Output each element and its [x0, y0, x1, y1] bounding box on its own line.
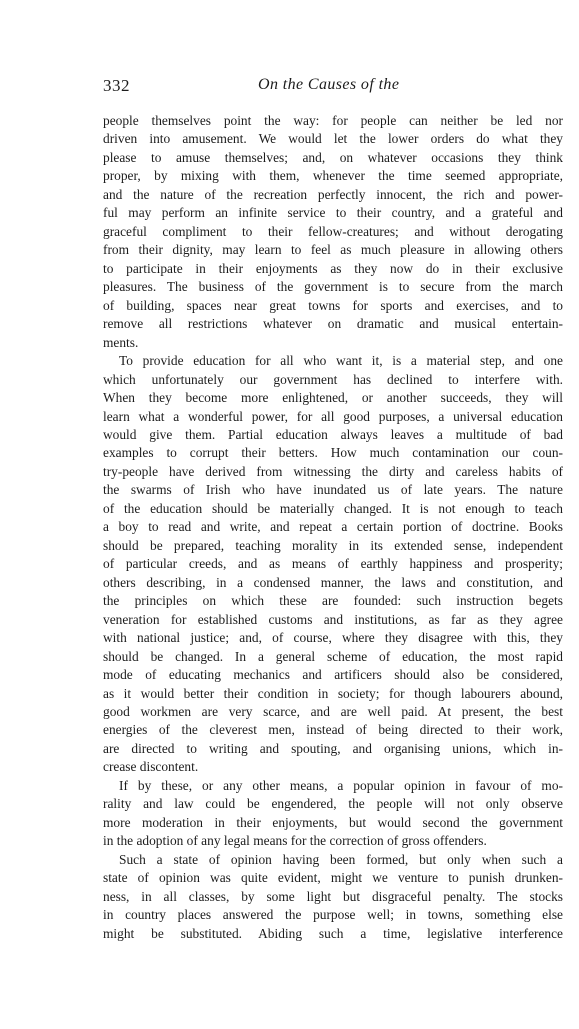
- text-line: would give them. Partial education always leaves a multitude of bad: [103, 426, 563, 442]
- text-line: as it would better their condition in society; for though labourers abound,: [103, 685, 563, 701]
- text-line: the principles on which these are founded: such instruction begets: [103, 593, 563, 609]
- text-line: are directed to writing and spouting, and organising unions, which in-: [103, 740, 563, 756]
- text-line: which unfortunately our government has declined to interfere with.: [103, 371, 563, 387]
- text-line: might be substituted. Abiding such a time, legislative interference: [103, 925, 563, 941]
- text-line: from their dignity, may learn to feel as much pleasure in allowing others: [103, 242, 563, 258]
- text-line: to participate in their enjoyments as they now do in their exclusive: [103, 260, 563, 276]
- text-line: driven into amusement. We would let the lower orders do what they: [103, 131, 563, 147]
- text-line: state of opinion was quite evident, might we venture to punish drunken-: [103, 870, 563, 886]
- text-line: To provide education for all who want it, is a material step, and one: [119, 353, 563, 369]
- page-header: [103, 76, 563, 98]
- text-line: should be changed. In a general scheme of education, the most rapid: [103, 648, 563, 664]
- text-line: graceful compliment to their fellow-creatures; and without derogating: [103, 223, 563, 239]
- text-line: crease discontent.: [103, 759, 199, 775]
- text-line: with national justice; and, of course, where they disagree with this, they: [103, 630, 563, 646]
- text-line: in country places answered the purpose well; in towns, something else: [103, 907, 563, 923]
- text-line: good workmen are very scarce, and are well paid. At present, the best: [103, 704, 563, 719]
- text-line: mode of educating mechanics and artificers should also be considered,: [103, 667, 563, 683]
- body-text: [103, 112, 563, 943]
- text-line: pleasures. The business of the government is to secure from the march: [103, 279, 563, 295]
- text-line: try-people have derived from witnessing the dirty and careless habits of: [103, 463, 563, 479]
- text-line: others describing, in a condensed manner, the laws and constitution, and: [103, 574, 563, 590]
- text-line: ful may perform an infinite service to their country, and a grateful and: [103, 205, 563, 221]
- text-line: remove all restrictions whatever on dramatic and musical entertain-: [103, 316, 563, 332]
- text-line: ments.: [103, 334, 139, 350]
- text-line: in the adoption of any legal means for the correction of gross offenders.: [103, 833, 487, 849]
- text-line: When they become more enlightened, or another succeeds, they will: [103, 390, 563, 406]
- page-number: 332: [103, 76, 130, 95]
- text-line: of building, spaces near great towns for sports and exercises, and to: [103, 297, 563, 313]
- text-line: If by these, or any other means, a popular opinion in favour of mo-: [119, 777, 563, 793]
- text-line: learn what a wonderful power, for all good purposes, a universal education: [103, 408, 563, 424]
- text-line: examples to corrupt their betters. How much contamination our coun-: [103, 445, 563, 461]
- text-line: a boy to read and write, and repeat a certain portion of doctrine. Books: [103, 519, 563, 535]
- text-line: and the nature of the recreation perfectly innocent, the rich and power-: [103, 186, 563, 202]
- text-line: Such a state of opinion having been formed, but only when such a: [119, 851, 563, 867]
- text-line: rality and law could be engendered, the people will not only observe: [103, 796, 563, 812]
- text-line: ness, in all classes, by some light but disgraceful penalty. The stocks: [103, 888, 563, 904]
- text-line: people themselves point the way: for people can neither be led nor: [103, 113, 563, 128]
- text-line: please to amuse themselves; and, on whatever occasions they think: [103, 149, 563, 165]
- text-line: of the education should be materially changed. It is not enough to teach: [103, 500, 563, 516]
- text-line: veneration for established customs and institutions, as far as they agree: [103, 611, 563, 627]
- text-line: of particular creeds, and as means of earthly happiness and prosperity;: [103, 556, 563, 572]
- text-line: the swarms of Irish who have inundated us of late years. The nature: [103, 482, 563, 498]
- text-line: energies of the cleverest men, instead of being directed to their work,: [103, 722, 563, 738]
- text-line: should be prepared, teaching morality in its extended sense, independent: [103, 537, 563, 553]
- text-line: more moderation in their enjoyments, but would second the government: [103, 814, 563, 830]
- text-line: proper, by mixing with them, whenever the time seemed appropriate,: [103, 168, 563, 184]
- running-head: On the Causes of the: [258, 76, 400, 93]
